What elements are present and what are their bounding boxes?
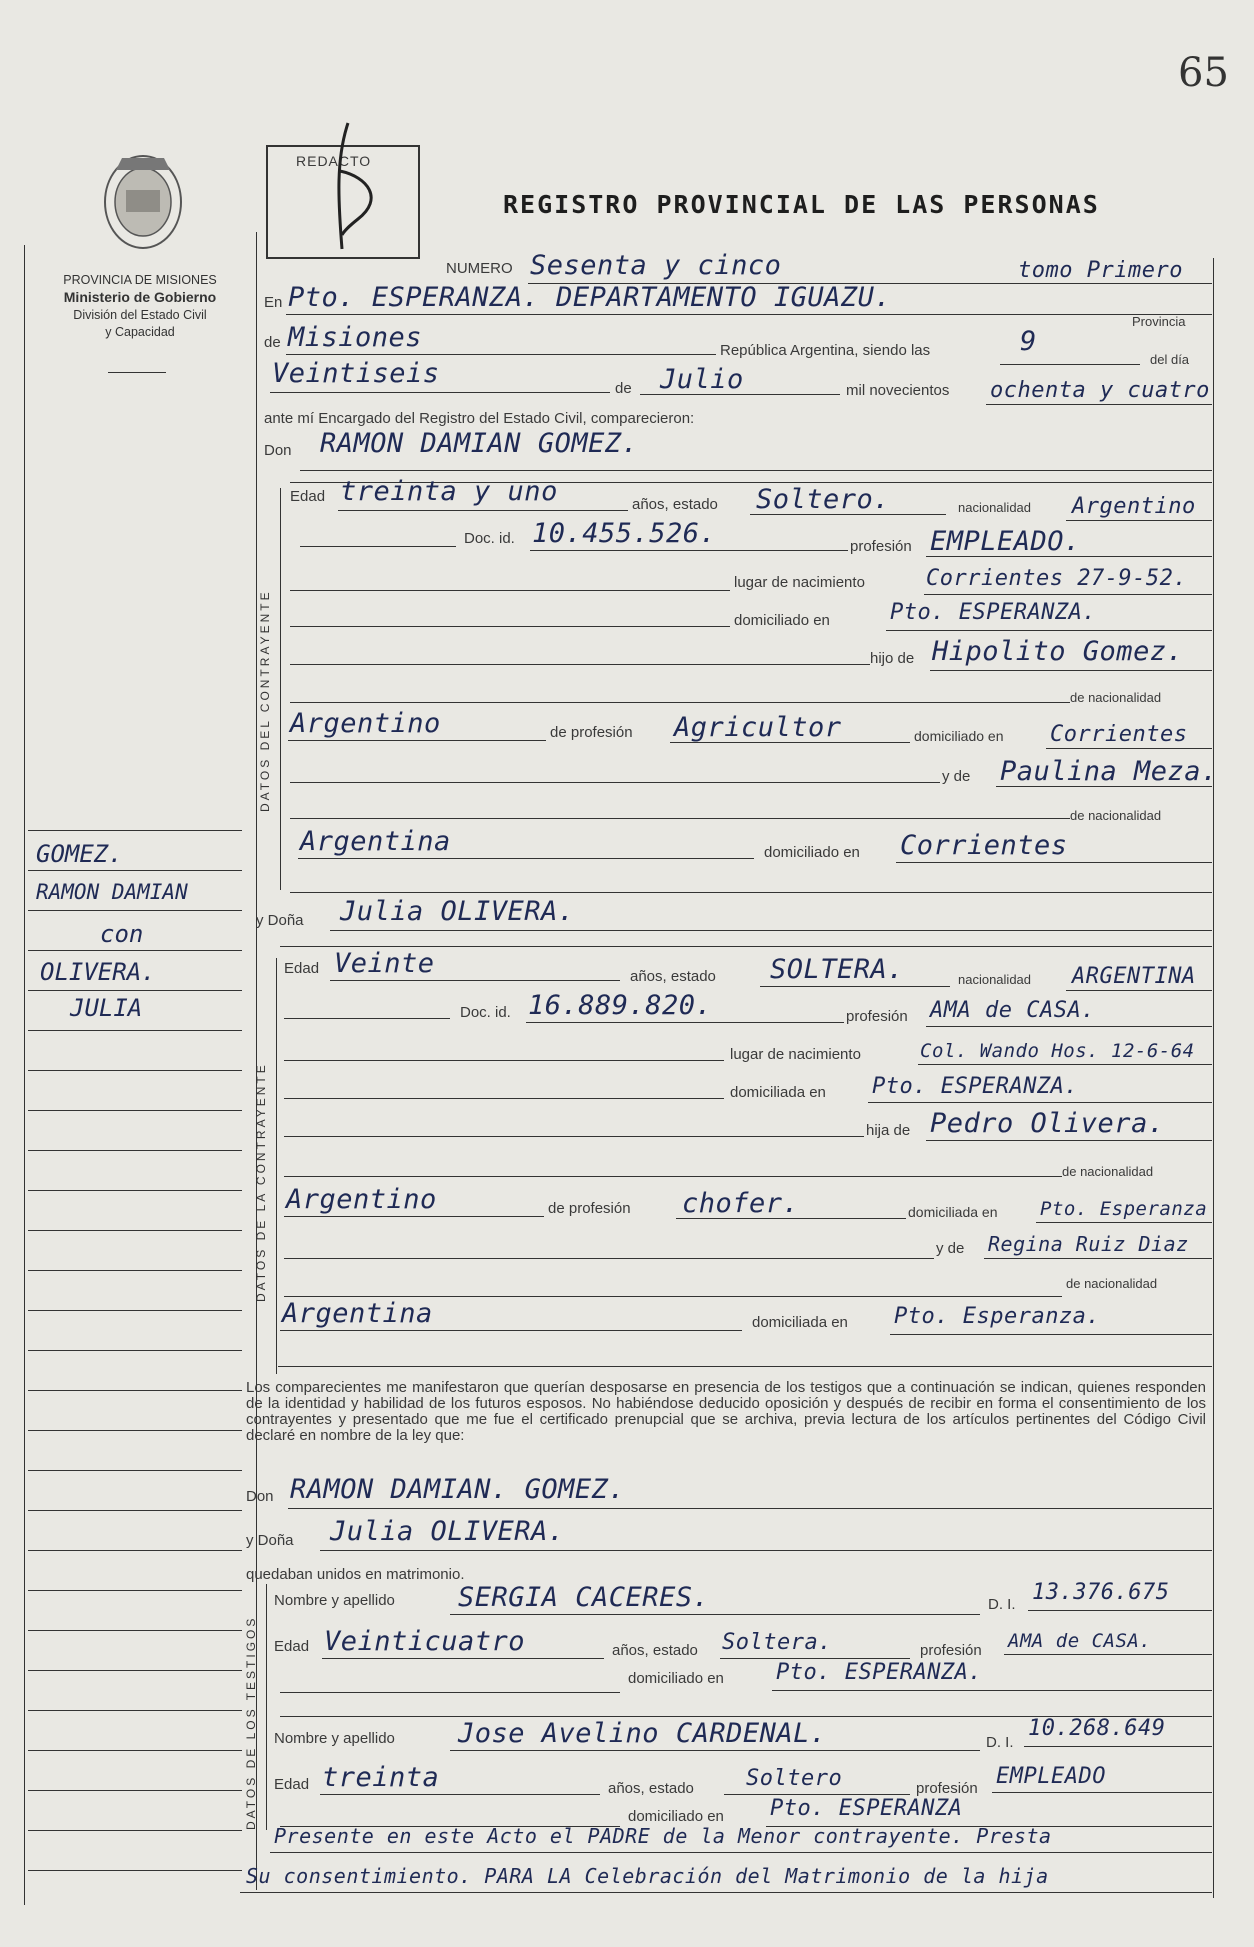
capacity-label: y Capacidad [105, 325, 175, 339]
rule [926, 556, 1212, 557]
label-ante: ante mí Encargado del Registro del Estado Civil, comparecieron: [264, 410, 695, 427]
rule [330, 930, 1212, 931]
groom-status-value: Soltero. [756, 484, 891, 515]
label-profesion: profesión [850, 538, 912, 555]
rule [984, 1258, 1212, 1259]
ministry-header [30, 272, 250, 341]
bride-status-value: SOLTERA. [770, 954, 905, 985]
label-domiciliada: domiciliada en [908, 1204, 998, 1220]
label-numero: NUMERO [446, 260, 513, 277]
numero-value: Sesenta y cinco [530, 250, 782, 281]
label-hija-de: hija de [866, 1122, 911, 1139]
witness1-age-value: Veinticuatro [324, 1626, 526, 1657]
rule [772, 1690, 1212, 1691]
rule [1066, 990, 1212, 991]
rule [676, 1218, 906, 1219]
rule [526, 1022, 844, 1023]
label-nombre-apellido: Nombre y apellido [274, 1730, 395, 1747]
bride-name-value: Julia OLIVERA. [340, 896, 575, 927]
note-line-1: Presente en este Acto el PADRE de la Menor contrayente. Presta [274, 1824, 1052, 1848]
margin-surname-bride: OLIVERA. [40, 958, 156, 986]
rule [290, 818, 1070, 819]
rule [298, 858, 754, 859]
rule [290, 702, 1070, 703]
rule [288, 1508, 1212, 1509]
label-domiciliada: domiciliada en [730, 1084, 826, 1101]
division-label: División del Estado Civil [73, 308, 207, 322]
rule [288, 740, 546, 741]
groom-block-border [280, 488, 281, 890]
rule [1046, 748, 1212, 749]
groom-birthplace-value: Corrientes 27-9-52. [926, 566, 1188, 591]
margin-surname-groom: GOMEZ. [36, 840, 123, 868]
bride-profession-value: AMA de CASA. [930, 998, 1095, 1023]
rule [724, 1794, 910, 1795]
witness-section-label: DATOS DE LOS TESTIGOS [244, 1615, 258, 1830]
bride-mother-value: Regina Ruiz Diaz [988, 1232, 1189, 1256]
rule [284, 1296, 1062, 1297]
witness-block-border [266, 1584, 267, 1830]
witness2-name-value: Jose Avelino CARDENAL. [458, 1718, 827, 1749]
label-del-dia: del día [1150, 352, 1190, 367]
label-en: En [264, 294, 283, 311]
rule [896, 862, 1212, 863]
rule [886, 630, 1212, 631]
label-nacionalidad: nacionalidad [958, 972, 1032, 987]
groom-father-value: Hipolito Gomez. [932, 636, 1184, 667]
rule [320, 1794, 600, 1795]
witness1-name-value: SERGIA CACERES. [458, 1582, 710, 1613]
label-y-de: y de [936, 1240, 965, 1257]
right-border [1213, 258, 1214, 1898]
rule [284, 1136, 864, 1137]
rule [290, 590, 730, 591]
mes-value: Julio [660, 364, 744, 395]
rule [300, 546, 456, 547]
label-domicilio: domiciliado en [734, 612, 830, 629]
rule [330, 980, 620, 981]
rule [450, 1614, 980, 1615]
rule [286, 314, 1212, 315]
rule [286, 354, 716, 355]
rule [338, 510, 628, 511]
dia-value: Veintiseis [272, 358, 440, 389]
bride-father-value: Pedro Olivera. [930, 1108, 1165, 1139]
bride-birthplace-value: Col. Wando Hos. 12-6-64 [920, 1040, 1195, 1062]
rule [284, 1060, 724, 1061]
groom-mother-nationality-value: Argentina [300, 826, 451, 857]
rule [1004, 1654, 1212, 1655]
rule [284, 1098, 724, 1099]
label-edad: Edad [284, 960, 320, 977]
label-anos-estado: años, estado [612, 1642, 698, 1659]
groom-mother-residence-value: Corrientes [900, 830, 1068, 861]
label-profesion: profesión [920, 1642, 982, 1659]
witness2-di-value: 10.268.649 [1028, 1716, 1166, 1741]
label-lugar-nac: lugar de nacimiento [730, 1046, 861, 1063]
rule [240, 1892, 1212, 1893]
label-y-dona: y Doña [256, 912, 304, 929]
rule [890, 1334, 1212, 1335]
rule [992, 1792, 1212, 1793]
bride-block-border [276, 958, 277, 1374]
witness1-di-value: 13.376.675 [1032, 1580, 1170, 1605]
label-de-mes: de [615, 380, 632, 397]
margin-con: con [100, 920, 144, 948]
label-y-dona: y Doña [246, 1532, 294, 1549]
hora-value: 9 [1020, 326, 1037, 357]
groom-nationality-value: Argentino [1072, 494, 1196, 519]
bride-mother-residence-value: Pto. Esperanza. [894, 1304, 1101, 1329]
province-label: PROVINCIA DE MISIONES [63, 273, 217, 287]
witness2-residence-value: Pto. ESPERANZA [770, 1796, 963, 1821]
rule [284, 1176, 1062, 1177]
groom-father-residence-value: Corrientes [1050, 722, 1188, 747]
groom-profession-value: EMPLEADO. [930, 526, 1081, 557]
rule [1028, 1610, 1212, 1611]
note-line-2: Su consentimiento. PARA LA Celebración del Matrimonio de la hija [246, 1864, 1049, 1888]
rule [1024, 1746, 1212, 1747]
tomo-value: tomo Primero [1018, 258, 1183, 283]
label-de-profesion: de profesión [548, 1200, 631, 1217]
rule [278, 1366, 1212, 1367]
rule [926, 1140, 1212, 1141]
bride-father-profession-value: chofer. [682, 1188, 800, 1219]
label-anos-estado: años, estado [630, 968, 716, 985]
rule [918, 1064, 1212, 1065]
rule [284, 1216, 544, 1217]
rule [322, 1658, 604, 1659]
label-doc: Doc. id. [460, 1004, 511, 1021]
label-de-nacionalidad: de nacionalidad [1066, 1276, 1158, 1291]
label-domiciliada: domiciliada en [752, 1314, 848, 1331]
label-di: D. I. [986, 1734, 1014, 1751]
groom-father-profession-value: Agricultor [674, 712, 842, 743]
label-lugar-nac: lugar de nacimiento [734, 574, 865, 591]
rule [280, 1692, 620, 1693]
provincial-seal-icon [96, 150, 190, 254]
rule [670, 742, 910, 743]
rule [290, 626, 730, 627]
rule [280, 1330, 742, 1331]
label-nacionalidad: nacionalidad [958, 500, 1032, 515]
witness1-status-value: Soltera. [722, 1630, 832, 1655]
bride-mother-nationality-value: Argentina [282, 1298, 433, 1329]
rule [280, 946, 1212, 947]
declaration-bride-value: Julia OLIVERA. [330, 1516, 565, 1547]
rule [290, 892, 1212, 893]
rule [926, 1026, 1212, 1027]
rule [530, 550, 848, 551]
bride-residence-value: Pto. ESPERANZA. [872, 1074, 1079, 1099]
bride-father-nationality-value: Argentino [286, 1184, 437, 1215]
rule [996, 786, 1212, 787]
label-anos-estado: años, estado [608, 1780, 694, 1797]
rule [760, 986, 950, 987]
rule [270, 392, 610, 393]
rule [320, 1550, 1212, 1551]
rule [1000, 364, 1140, 365]
label-domicilio: domiciliado en [764, 844, 860, 861]
rule [290, 664, 870, 665]
page-number: 65 [1178, 50, 1229, 96]
label-edad: Edad [274, 1776, 310, 1793]
redacto-stamp [266, 145, 420, 259]
label-republica: República Argentina, siendo las [720, 342, 931, 359]
label-de-profesion: de profesión [550, 724, 633, 741]
margin-border [24, 245, 25, 1905]
label-edad: Edad [274, 1638, 310, 1655]
rule [924, 594, 1212, 595]
label-don: Don [264, 442, 292, 459]
margin-name-bride: JULIA [70, 994, 143, 1022]
label-de-nacionalidad: de nacionalidad [1062, 1164, 1154, 1179]
bride-age-value: Veinte [334, 948, 435, 979]
label-anos-estado: años, estado [632, 496, 718, 513]
rule [1036, 1222, 1212, 1223]
label-domicilio: domiciliado en [914, 728, 1004, 744]
label-quedaban: quedaban unidos en matrimonio. [246, 1566, 465, 1583]
rule [750, 514, 946, 515]
rule [1066, 520, 1212, 521]
label-de-nacionalidad: de nacionalidad [1070, 690, 1162, 705]
groom-section-label: DATOS DEL CONTRAYENTE [258, 589, 272, 812]
declaration-groom-value: RAMON DAMIAN. GOMEZ. [290, 1474, 626, 1505]
rule [720, 1658, 910, 1659]
rule [290, 782, 940, 783]
rule [640, 394, 840, 395]
rule [270, 1852, 1212, 1853]
divider [108, 372, 166, 373]
margin-name-groom: RAMON DAMIAN [36, 880, 188, 904]
bride-section-label: DATOS DE LA CONTRAYENTE [254, 1062, 268, 1302]
rule [284, 1018, 450, 1019]
label-domicilio: domiciliado en [628, 1808, 724, 1825]
witness2-age-value: treinta [322, 1762, 440, 1793]
label-mil: mil novecientos [846, 382, 950, 399]
anio-value: ochenta y cuatro [990, 378, 1210, 403]
stamp-label: REDACTO [296, 153, 372, 169]
rule [868, 1102, 1212, 1103]
rule [450, 1750, 980, 1751]
label-nombre-apellido: Nombre y apellido [274, 1592, 395, 1609]
label-de: de [264, 334, 281, 351]
provincia-value: Misiones [288, 322, 423, 353]
witness2-profession-value: EMPLEADO [996, 1764, 1106, 1789]
groom-residence-value: Pto. ESPERANZA. [890, 600, 1097, 625]
groom-name-value: RAMON DAMIAN GOMEZ. [320, 428, 639, 459]
document-title: REGISTRO PROVINCIAL DE LAS PERSONAS [503, 190, 1100, 219]
declaration-paragraph: Los comparecientes me manifestaron que querían desposarse en presencia de los testigos que a continuación se indican, quienes responden de la identidad y habilidad de los futuros esposos. No habiéndose deducido oposición y después de recibir en forma el consentimiento de los contrayentes y presentado que me fue el certificado prenupcial que se archiva, previa lectura de los artículos pertinentes del Código Civil declaré en nombre de la ley que: [246, 1379, 1206, 1444]
signature-mark [278, 119, 408, 259]
witness1-profession-value: AMA de CASA. [1008, 1630, 1152, 1652]
label-hijo-de: hijo de [870, 650, 915, 667]
lugar-value: Pto. ESPERANZA. DEPARTAMENTO IGUAZU. [288, 282, 892, 313]
label-domicilio: domiciliado en [628, 1670, 724, 1687]
groom-father-nationality-value: Argentino [290, 708, 441, 739]
bride-father-residence-value: Pto. Esperanza [1040, 1198, 1208, 1220]
label-de-nacionalidad: de nacionalidad [1070, 808, 1162, 823]
ministry-label: Ministerio de Gobierno [63, 289, 217, 305]
label-y-de: y de [942, 768, 971, 785]
rule [986, 404, 1212, 405]
bride-doc-value: 16.889.820. [528, 990, 713, 1021]
label-doc: Doc. id. [464, 530, 515, 547]
label-profesion: profesión [846, 1008, 908, 1025]
witness2-status-value: Soltero [746, 1766, 843, 1791]
label-di: D. I. [988, 1596, 1016, 1613]
rule [930, 670, 1212, 671]
label-edad: Edad [290, 488, 326, 505]
label-profesion: profesión [916, 1780, 978, 1797]
groom-mother-value: Paulina Meza. [1000, 756, 1218, 787]
label-provincia: Provincia [1132, 314, 1186, 329]
rule [284, 1258, 934, 1259]
bride-nationality-value: ARGENTINA [1072, 964, 1196, 989]
groom-doc-value: 10.455.526. [532, 518, 717, 549]
groom-age-value: treinta y uno [340, 476, 558, 507]
rule [300, 470, 1212, 471]
witness1-residence-value: Pto. ESPERANZA. [776, 1660, 983, 1685]
label-don: Don [246, 1488, 274, 1505]
